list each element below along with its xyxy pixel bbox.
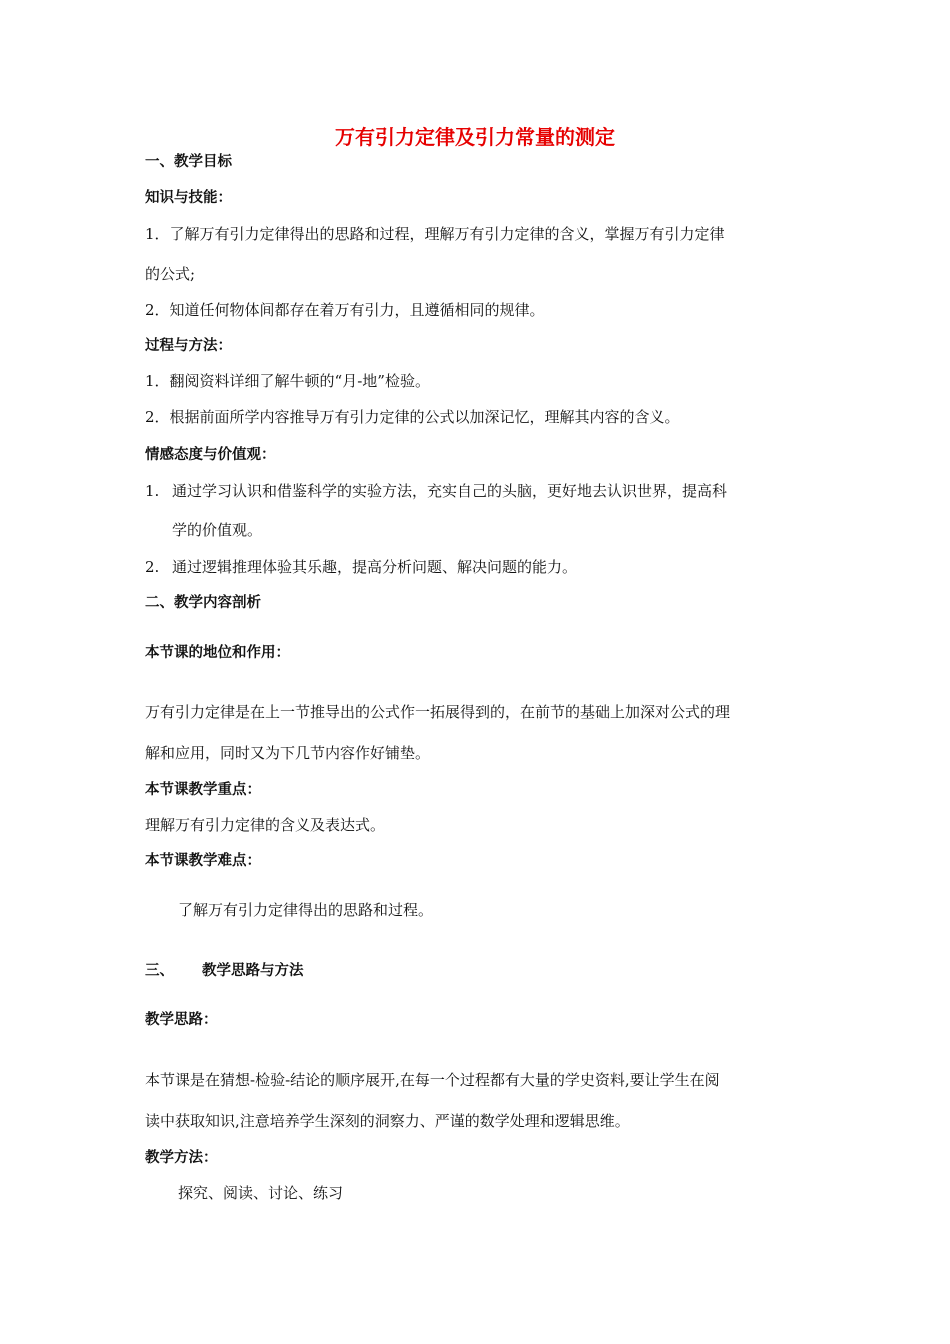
- section-2-heading: 二、教学内容剖析: [145, 595, 261, 611]
- key-point-text: 理解万有引力定律的含义及表达式。: [145, 816, 386, 834]
- difficult-point-text: 了解万有引力定律得出的思路和过程。: [178, 901, 434, 919]
- position-label: 本节课的地位和作用：: [145, 645, 290, 661]
- attitude-item-2-number: 2.: [145, 558, 160, 576]
- attitude-item-1-number: 1.: [145, 482, 160, 500]
- difficult-point-label: 本节课教学难点：: [145, 853, 261, 869]
- attitude-item-2: 通过逻辑推理体验其乐趣，提高分析问题、解决问题的能力。: [172, 558, 578, 576]
- process-label: 过程与方法：: [145, 338, 232, 354]
- method-label: 教学方法：: [145, 1150, 218, 1166]
- key-point-label: 本节课教学重点：: [145, 782, 261, 798]
- knowledge-item-2: 2．知道任何物体间都存在着万有引力，且遵循相同的规律。: [145, 301, 545, 319]
- section-3-heading-number: 三、: [145, 963, 174, 979]
- section-3-heading: 教学思路与方法: [202, 963, 304, 979]
- method-text: 探究、阅读、讨论、练习: [178, 1184, 344, 1202]
- process-item-1: 1．翻阅资料详细了解牛顿的“月-地”检验。: [145, 372, 430, 390]
- position-text-line-1: 万有引力定律是在上一节推导出的公式作一拓展得到的，在前节的基础上加深对公式的理: [145, 703, 731, 721]
- page-title: 万有引力定律及引力常量的测定: [335, 125, 615, 149]
- process-item-2: 2．根据前面所学内容推导万有引力定律的公式以加深记忆，理解其内容的含义。: [145, 408, 680, 426]
- idea-label: 教学思路：: [145, 1012, 218, 1028]
- attitude-item-1-line-2: 学的价值观。: [172, 521, 263, 539]
- section-1-heading: 一、教学目标: [145, 154, 232, 170]
- knowledge-item-1-line-2: 的公式;: [145, 265, 196, 283]
- idea-text-line-1: 本节课是在猜想-检验-结论的顺序展开,在每一个过程都有大量的学史资料,要让学生在阅: [145, 1071, 720, 1089]
- knowledge-item-1-line-1: 1．了解万有引力定律得出的思路和过程，理解万有引力定律的含义，掌握万有引力定律: [145, 225, 725, 243]
- attitude-item-1-line-1: 通过学习认识和借鉴科学的实验方法，充实自己的头脑，更好地去认识世界，提高科: [172, 482, 728, 500]
- attitude-label: 情感态度与价值观：: [145, 447, 276, 463]
- idea-text-line-2: 读中获取知识,注意培养学生深刻的洞察力、严谨的数学处理和逻辑思维。: [145, 1112, 630, 1130]
- knowledge-label: 知识与技能：: [145, 190, 232, 206]
- position-text-line-2: 解和应用，同时又为下几节内容作好铺垫。: [145, 744, 431, 762]
